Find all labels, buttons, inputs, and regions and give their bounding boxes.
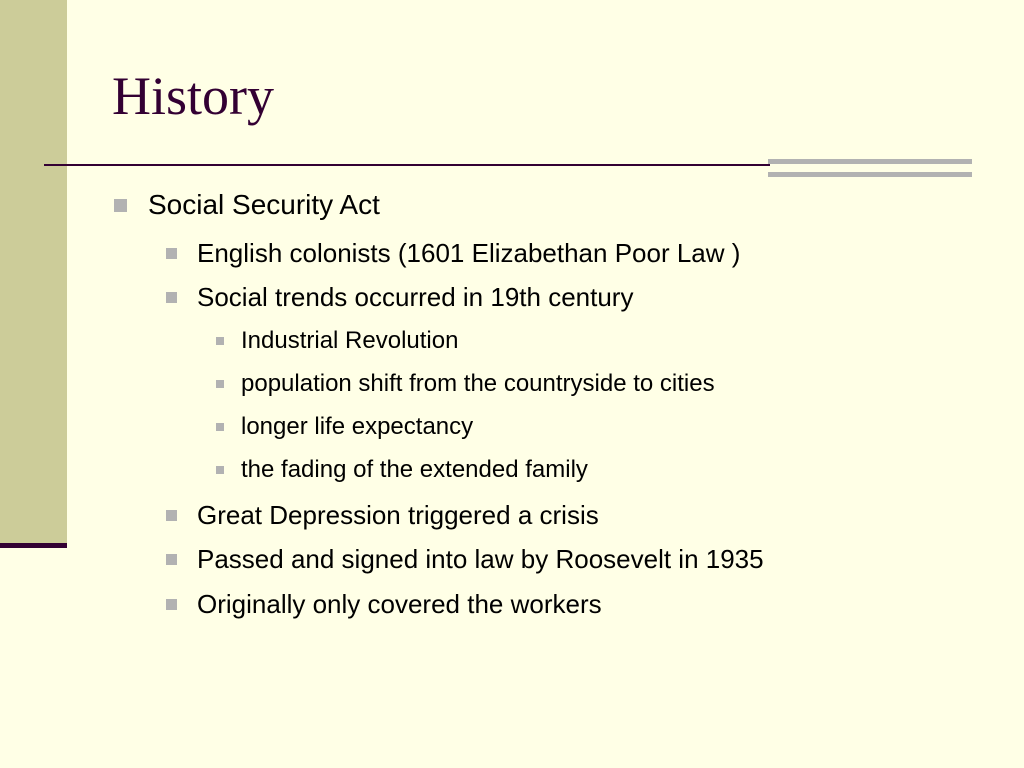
- square-bullet-icon: [166, 554, 177, 565]
- title-rule: [44, 164, 770, 166]
- bullet-text: Passed and signed into law by Roosevelt in 1935: [197, 544, 764, 574]
- bullet-level2: [166, 282, 633, 313]
- bullet-level3: [216, 456, 588, 484]
- bullet-text: Social trends occurred in 19th century: [197, 282, 634, 312]
- bullet-level2: [166, 544, 764, 575]
- square-bullet-icon: [216, 337, 224, 345]
- bullet-level2: [166, 500, 599, 531]
- square-bullet-icon: [166, 599, 177, 610]
- bullet-text: longer life expectancy: [241, 413, 474, 440]
- square-bullet-icon: [166, 292, 177, 303]
- slide-title: History: [112, 66, 274, 126]
- accent-bar-bottom: [768, 172, 972, 177]
- bullet-level2: [166, 238, 740, 269]
- bullet-text: Great Depression triggered a crisis: [197, 500, 599, 530]
- bullet-level2: [166, 589, 602, 620]
- square-bullet-icon: [216, 423, 224, 431]
- bullet-text: English colonists (1601 Elizabethan Poor Law ): [197, 238, 741, 268]
- square-bullet-icon: [166, 248, 177, 259]
- bullet-text: Social Security Act: [148, 189, 380, 220]
- bullet-text: the fading of the extended family: [241, 456, 588, 483]
- bullet-text: population shift from the countryside to cities: [241, 370, 715, 397]
- bullet-level3: [216, 327, 458, 355]
- square-bullet-icon: [216, 466, 224, 474]
- square-bullet-icon: [216, 380, 224, 388]
- left-decorative-band: [0, 0, 67, 545]
- bullet-level3: [216, 413, 473, 441]
- bullet-level3: [216, 370, 715, 398]
- bullet-level1: [114, 189, 380, 221]
- accent-bar-top: [768, 159, 972, 164]
- bullet-text: Originally only covered the workers: [197, 589, 602, 619]
- square-bullet-icon: [114, 199, 127, 212]
- left-band-underline: [0, 543, 67, 548]
- bullet-text: Industrial Revolution: [241, 327, 459, 354]
- square-bullet-icon: [166, 510, 177, 521]
